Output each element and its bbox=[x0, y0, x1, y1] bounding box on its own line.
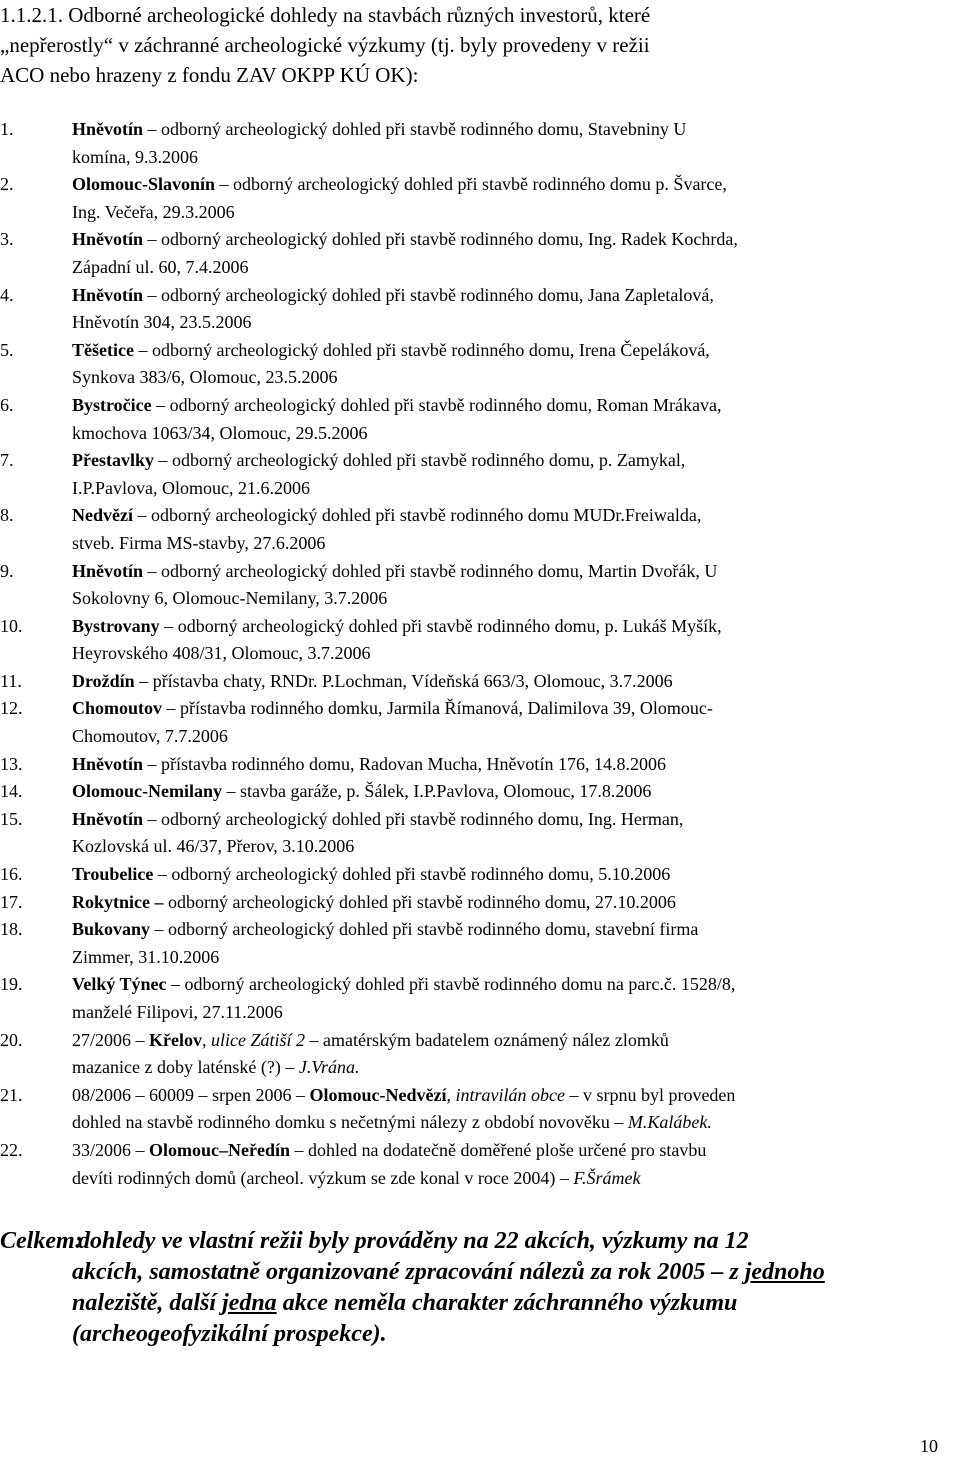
item-text: Ing. Večeřa, 29.3.2006 bbox=[72, 201, 235, 222]
item-text: stveb. Firma MS-stavby, 27.6.2006 bbox=[72, 532, 326, 553]
item-number: 10. bbox=[0, 615, 23, 636]
item-line-2 bbox=[72, 1165, 940, 1193]
item-line-1 bbox=[72, 392, 940, 420]
item-line-1 bbox=[72, 171, 940, 199]
place-name: Olomouc–Neředín bbox=[149, 1139, 291, 1160]
place-name: Olomouc-Nedvězí bbox=[309, 1084, 447, 1105]
item-text: – odborný archeologický dohled při stavbě rodinného domu na parc.č. 1528/8, bbox=[166, 974, 736, 995]
item-text: , bbox=[202, 1029, 211, 1050]
place-name: Olomouc-Slavonín bbox=[72, 174, 216, 195]
place-name: Droždín bbox=[72, 670, 135, 691]
summary-line-3a: naleziště, další bbox=[72, 1290, 223, 1316]
list-item bbox=[0, 861, 940, 889]
item-content bbox=[72, 337, 940, 392]
item-content bbox=[72, 1137, 940, 1192]
item-number: 8. bbox=[0, 505, 14, 526]
item-line-1 bbox=[72, 861, 940, 889]
item-content bbox=[72, 226, 940, 281]
item-content bbox=[72, 613, 940, 668]
place-name: Chomoutov bbox=[72, 698, 163, 719]
item-number: 7. bbox=[0, 450, 14, 471]
item-line-2 bbox=[72, 833, 940, 861]
item-line-1 bbox=[72, 751, 940, 779]
item-text: – odborný archeologický dohled při stavbě rodinného domu, Irena Čepeláková, bbox=[133, 339, 710, 360]
item-line-1 bbox=[72, 226, 940, 254]
place-name: Hněvotín bbox=[72, 229, 144, 250]
item-number: 11. bbox=[0, 670, 22, 691]
item-text: – odborný archeologický dohled při stavbě rodinného domu, Ing. Herman, bbox=[143, 808, 684, 829]
item-line-1 bbox=[72, 806, 940, 834]
section-heading bbox=[0, 0, 950, 90]
item-line-1 bbox=[72, 1082, 940, 1110]
item-number: 2. bbox=[0, 174, 14, 195]
item-line-1 bbox=[72, 695, 940, 723]
list-item bbox=[0, 751, 940, 779]
place-name: Bystročice bbox=[72, 394, 152, 415]
list-item bbox=[0, 447, 940, 502]
heading-line-1: 1.1.2.1. Odborné archeologické dohledy na stavbách různých investorů, které bbox=[0, 3, 651, 27]
item-line-2 bbox=[72, 144, 940, 172]
item-text: – přístavba rodinného domku, Jarmila Římanová, Dalimilova 39, Olomouc- bbox=[162, 698, 713, 719]
place-name: Bukovany bbox=[72, 919, 151, 940]
page-number: 10 bbox=[920, 1436, 938, 1456]
item-line-1 bbox=[72, 916, 940, 944]
item-text: amatérským badatelem oznámený nález zlomků bbox=[318, 1029, 669, 1050]
place-name: Hněvotín bbox=[72, 560, 144, 581]
list-item bbox=[0, 171, 940, 226]
item-content bbox=[72, 502, 940, 557]
item-content bbox=[72, 889, 940, 917]
item-content bbox=[72, 751, 940, 779]
place-name: Těšetice bbox=[72, 339, 134, 360]
item-number: 5. bbox=[0, 339, 14, 360]
item-line-1 bbox=[72, 337, 940, 365]
italic-text: ulice Zátiší 2 – bbox=[211, 1029, 319, 1050]
summary-underlined-jedna: jedna bbox=[222, 1290, 277, 1316]
item-number: 1. bbox=[0, 119, 14, 139]
item-text: – odborný archeologický dohled při stavbě rodinného domu, stavební firma bbox=[150, 919, 699, 940]
place-name: Olomouc-Nemilany bbox=[72, 781, 222, 802]
item-line-2 bbox=[72, 999, 940, 1027]
item-content bbox=[72, 668, 940, 696]
item-line-2 bbox=[72, 1109, 940, 1137]
item-line-1 bbox=[72, 668, 940, 696]
item-text: – odborný archeologický dohled při stavbě rodinného domu, p. Lukáš Myšík, bbox=[159, 615, 722, 636]
item-text: – odborný archeologický dohled při stavbě rodinného domu, p. Zamykal, bbox=[153, 450, 686, 471]
item-line-2 bbox=[72, 530, 940, 558]
summary-paragraph bbox=[0, 1226, 950, 1350]
list-item bbox=[0, 282, 940, 337]
summary-underlined-jednoho: jednoho bbox=[744, 1259, 825, 1285]
item-text: – v srpnu byl proveden bbox=[564, 1084, 736, 1105]
item-content bbox=[72, 1082, 940, 1137]
list-item bbox=[0, 889, 940, 917]
item-content bbox=[72, 916, 940, 971]
item-text: devíti rodinných domů (archeol. výzkum se zde konal v roce 2004) – bbox=[72, 1167, 574, 1188]
heading-line-3: ACO nebo hrazeny z fondu ZAV OKPP KÚ OK): bbox=[0, 63, 419, 87]
item-text: Chomoutov, 7.7.2006 bbox=[72, 726, 228, 747]
item-content bbox=[72, 558, 940, 613]
item-content bbox=[72, 1027, 940, 1082]
item-text: kmochova 1063/34, Olomouc, 29.5.2006 bbox=[72, 422, 368, 443]
item-number: 21. bbox=[0, 1084, 23, 1105]
item-line-1 bbox=[72, 558, 940, 586]
item-text: – stavba garáže, p. Šálek, I.P.Pavlova, Olomouc, 17.8.2006 bbox=[222, 781, 652, 802]
item-text: Synkova 383/6, Olomouc, 23.5.2006 bbox=[72, 367, 338, 388]
item-content bbox=[72, 861, 940, 889]
place-name: Rokytnice – bbox=[72, 891, 168, 912]
item-content bbox=[72, 778, 940, 806]
item-line-2 bbox=[72, 199, 940, 227]
item-number: 15. bbox=[0, 808, 23, 829]
item-text: Sokolovny 6, Olomouc-Nemilany, 3.7.2006 bbox=[72, 588, 388, 609]
item-text: Zimmer, 31.10.2006 bbox=[72, 946, 220, 967]
item-line-2 bbox=[72, 475, 940, 503]
list-item bbox=[0, 916, 940, 971]
place-name: Hněvotín bbox=[72, 119, 144, 139]
item-text: mazanice z doby laténské (?) – bbox=[72, 1057, 299, 1078]
item-text: odborný archeologický dohled při stavbě rodinného domu, 27.10.2006 bbox=[168, 891, 676, 912]
item-text: Kozlovská ul. 46/37, Přerov, 3.10.2006 bbox=[72, 836, 355, 857]
place-name: Bystrovany bbox=[72, 615, 160, 636]
item-line-1 bbox=[72, 282, 940, 310]
heading-line-2: „nepřerostly“ v záchranné archeologické výzkumy (tj. byly provedeny v režii bbox=[0, 33, 650, 57]
item-line-2 bbox=[72, 420, 940, 448]
item-content bbox=[72, 971, 940, 1026]
item-text: 27/2006 – bbox=[72, 1029, 150, 1050]
item-text: – odborný archeologický dohled při stavbě rodinného domu, Roman Mrákava, bbox=[151, 394, 722, 415]
item-line-1 bbox=[72, 1137, 940, 1165]
list-item bbox=[0, 558, 940, 613]
item-text: – přístavba rodinného domu, Radovan Mucha, Hněvotín 176, 14.8.2006 bbox=[143, 753, 666, 774]
item-number: 20. bbox=[0, 1029, 23, 1050]
place-name: Hněvotín bbox=[72, 284, 144, 305]
list-item bbox=[0, 1027, 940, 1082]
item-text: I.P.Pavlova, Olomouc, 21.6.2006 bbox=[72, 477, 310, 498]
list-item bbox=[0, 226, 940, 281]
item-text: – odborný archeologický dohled při stavbě rodinného domu, Martin Dvořák, U bbox=[143, 560, 718, 581]
place-name: Křelov bbox=[149, 1029, 202, 1050]
item-text: – odborný archeologický dohled při stavbě rodinného domu, 5.10.2006 bbox=[153, 864, 671, 885]
summary-line-4: (archeogeofyzikální prospekce). bbox=[72, 1321, 387, 1347]
list-item bbox=[0, 502, 940, 557]
place-name: Velký Týnec bbox=[72, 974, 167, 995]
summary-line-3b: akce neměla charakter záchranného výzkumu bbox=[276, 1290, 738, 1316]
item-text: Heyrovského 408/31, Olomouc, 3.7.2006 bbox=[72, 643, 371, 664]
item-text: manželé Filipovi, 27.11.2006 bbox=[72, 1002, 283, 1022]
dohledy-list bbox=[0, 116, 940, 1192]
item-number: 22. bbox=[0, 1139, 23, 1160]
item-line-2 bbox=[72, 309, 940, 337]
item-line-1 bbox=[72, 1027, 940, 1055]
item-number: 6. bbox=[0, 394, 14, 415]
item-line-2 bbox=[72, 585, 940, 613]
italic-text: J.Vrána. bbox=[298, 1057, 360, 1078]
item-content bbox=[72, 116, 940, 171]
item-line-2 bbox=[72, 1054, 940, 1082]
list-item bbox=[0, 971, 940, 1026]
item-text: komína, 9.3.2006 bbox=[72, 146, 198, 167]
item-number: 17. bbox=[0, 891, 23, 912]
item-number: 4. bbox=[0, 284, 14, 305]
item-content bbox=[72, 447, 940, 502]
item-number: 19. bbox=[0, 974, 23, 995]
item-text: Hněvotín 304, 23.5.2006 bbox=[72, 312, 252, 333]
item-line-1 bbox=[72, 778, 940, 806]
list-item bbox=[0, 806, 940, 861]
item-content bbox=[72, 806, 940, 861]
item-text: 33/2006 – bbox=[72, 1139, 150, 1160]
list-item bbox=[0, 392, 940, 447]
item-text: – odborný archeologický dohled při stavbě rodinného domu, Jana Zapletalová, bbox=[143, 284, 714, 305]
item-content bbox=[72, 171, 940, 226]
list-item bbox=[0, 778, 940, 806]
item-number: 3. bbox=[0, 229, 14, 250]
item-line-2 bbox=[72, 254, 940, 282]
list-item bbox=[0, 695, 940, 750]
place-name: Troubelice bbox=[72, 864, 154, 885]
item-content bbox=[72, 282, 940, 337]
item-number: 18. bbox=[0, 919, 23, 940]
list-item bbox=[0, 337, 940, 392]
item-text: – odborný archeologický dohled při stavbě rodinného domu, Ing. Radek Kochrda, bbox=[143, 229, 738, 250]
place-name: Nedvězí bbox=[72, 505, 133, 526]
place-name: Hněvotín bbox=[72, 753, 144, 774]
item-number: 14. bbox=[0, 781, 23, 802]
italic-text: intravilán obce bbox=[455, 1084, 565, 1105]
item-content bbox=[72, 392, 940, 447]
list-item bbox=[0, 613, 940, 668]
item-text: – odborný archeologický dohled při stavbě rodinného domu MUDr.Freiwalda, bbox=[132, 505, 702, 526]
item-number: 12. bbox=[0, 698, 23, 719]
summary-line-1: dohledy ve vlastní režii byly prováděny na 22 akcích, výzkumy na 12 bbox=[78, 1228, 749, 1254]
item-content bbox=[72, 695, 940, 750]
item-line-1 bbox=[72, 447, 940, 475]
list-item bbox=[0, 668, 940, 696]
list-item bbox=[0, 116, 940, 171]
item-text: dohled na stavbě rodinného domku s nečetnými nálezy z období novověku – bbox=[72, 1112, 628, 1133]
item-line-2 bbox=[72, 944, 940, 972]
item-line-1 bbox=[72, 502, 940, 530]
item-text: , bbox=[446, 1084, 456, 1105]
item-line-1 bbox=[72, 971, 940, 999]
list-item bbox=[0, 1137, 940, 1192]
item-line-1 bbox=[72, 116, 940, 144]
item-text: – odborný archeologický dohled při stavbě rodinného domu p. Švarce, bbox=[215, 174, 727, 195]
item-text: – odborný archeologický dohled při stavbě rodinného domu, Stavebniny U bbox=[143, 119, 687, 139]
italic-text: M.Kalábek. bbox=[627, 1112, 712, 1133]
summary-label: Celkem: bbox=[0, 1228, 83, 1254]
italic-text: F.Šrámek bbox=[573, 1167, 641, 1188]
item-line-1 bbox=[72, 613, 940, 641]
item-line-2 bbox=[72, 364, 940, 392]
item-text: Západní ul. 60, 7.4.2006 bbox=[72, 256, 249, 277]
item-line-1 bbox=[72, 889, 940, 917]
list-item bbox=[0, 1082, 940, 1137]
item-number: 9. bbox=[0, 560, 14, 581]
place-name: Přestavlky bbox=[72, 450, 154, 471]
item-text: – přístavba chaty, RNDr. P.Lochman, Vídeňská 663/3, Olomouc, 3.7.2006 bbox=[134, 670, 673, 691]
item-number: 16. bbox=[0, 864, 23, 885]
item-number: 13. bbox=[0, 753, 23, 774]
summary-line-2: akcích, samostatně organizované zpracování nálezů za rok 2005 – z bbox=[72, 1259, 745, 1285]
item-text: 08/2006 – 60009 – srpen 2006 – bbox=[72, 1084, 310, 1105]
item-line-2 bbox=[72, 640, 940, 668]
place-name: Hněvotín bbox=[72, 808, 144, 829]
item-line-2 bbox=[72, 723, 940, 751]
item-text: – dohled na dodatečně doměřené ploše určené pro stavbu bbox=[290, 1139, 707, 1160]
